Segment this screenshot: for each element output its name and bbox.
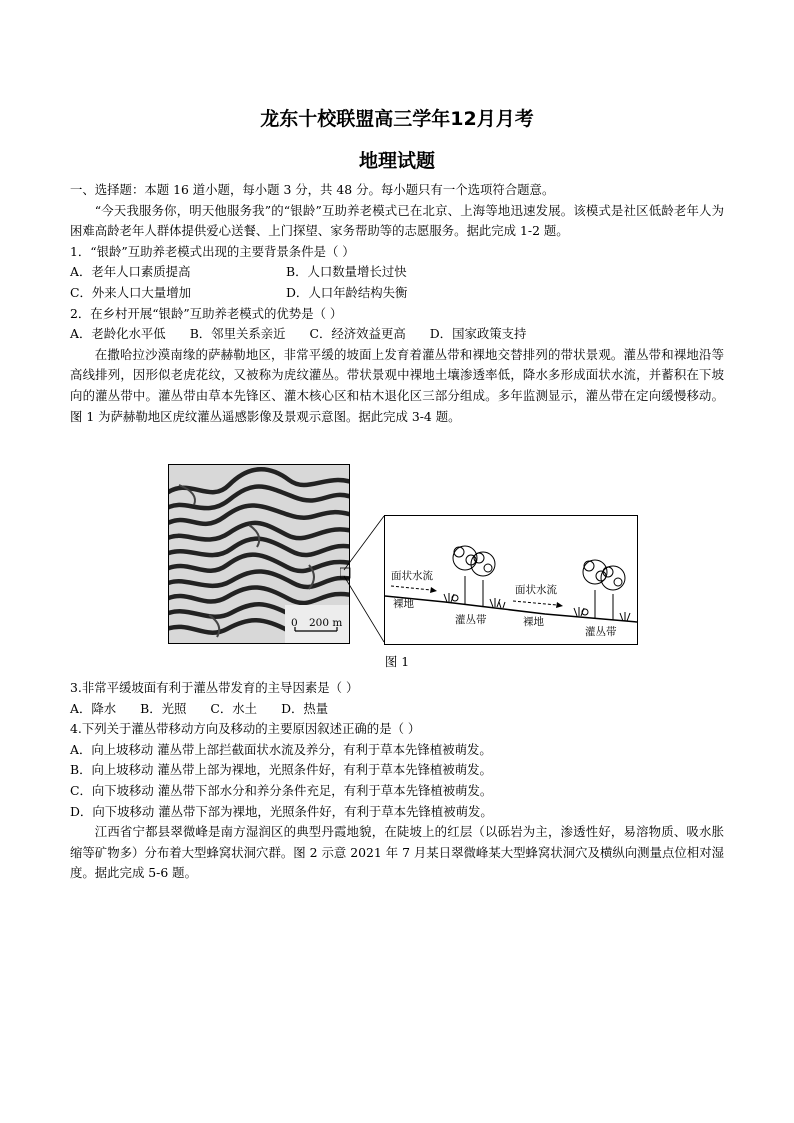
- figure-caption: 图 1: [384, 654, 410, 669]
- passage-1: “今天我服务你，明天他服务我”的“银龄”互助养老模式已在北京、上海等地迅速发展。该模式是社区低龄老年人为困难高龄老年人群体提供爱心送餐、上门探望、家务帮助等的志愿服务。据此完成 1-2 题。: [70, 202, 724, 239]
- option-4a[interactable]: A．向上坡移动 灌丛带上部拦截面状水流及养分，有利于草本先锋植被萌发。: [70, 741, 492, 757]
- question-1-stem: 1．“银龄”互助养老模式出现的主要背景条件是（ ）: [70, 243, 355, 259]
- scale-value-label: 200 m: [309, 617, 343, 629]
- page-title: 龙东十校联盟高三学年12月月考: [260, 108, 534, 130]
- option-1d[interactable]: D．人口年龄结构失衡: [286, 284, 408, 300]
- question-2-options: [70, 324, 724, 345]
- option-3b[interactable]: B．光照: [140, 700, 187, 716]
- connector-lines: [340, 510, 390, 650]
- question-3-options: [70, 699, 724, 720]
- option-2b[interactable]: B．邻里关系亲近: [189, 326, 286, 342]
- option-3c[interactable]: C．水土: [210, 700, 258, 716]
- scale-zero-label: 0: [291, 617, 298, 629]
- option-4b[interactable]: B．向上坡移动 灌丛带上部为裸地，光照条件好，有利于草本先锋植被萌发。: [70, 762, 492, 778]
- option-3d[interactable]: D．热量: [281, 700, 329, 716]
- flow-label-2: 面状水流: [515, 584, 557, 596]
- option-2c[interactable]: C．经济效益更高: [309, 326, 406, 342]
- passage-3: 江西省宁都县翠微峰是南方湿润区的典型丹霞地貌，在陡坡上的红层（以砾岩为主，渗透性好，易溶物质、吸水胀缩等矿物多）分布着大型蜂窝状洞穴群。图 2 示意 2021 年 7 月某日翠微峰某大型蜂窝状洞穴及横纵向测量点位相对湿度。据此完成 5-6 题。: [70, 824, 724, 881]
- bare-land-label-1: 裸地: [393, 598, 414, 610]
- option-1a[interactable]: A．老年人口素质提高: [70, 264, 191, 280]
- option-3a[interactable]: A．降水: [70, 700, 117, 716]
- option-1b[interactable]: B．人口数量增长过快: [286, 264, 407, 280]
- section-one: [70, 180, 724, 427]
- section-two: [70, 678, 724, 884]
- bare-land-label-2: 裸地: [523, 616, 544, 628]
- shrub-band-label-2: 灌丛带: [585, 626, 617, 638]
- option-2a[interactable]: A．老龄化水平低: [70, 326, 166, 342]
- option-1c[interactable]: C．外来人口大量增加: [70, 284, 191, 300]
- landscape-profile: [384, 515, 638, 645]
- passage-2: 在撒哈拉沙漠南缘的萨赫勒地区，非常平缓的坡面上发育着灌丛带和裸地交替排列的带状景观。灌丛带和裸地沿等高线排列，因形似老虎花纹，又被称为虎纹灌丛。带状景观中裸地土壤渗透率低，降水多形成面状水流，并蓄积在下坡向的灌丛带中。灌丛带由草本先锋区、灌木核心区和枯木退化区三部分组成。多年监测显示，灌丛带在定向缓慢移动。图 1 为萨赫勒地区虎纹灌丛遥感影像及景观示意图。据此完成 3-4 题。: [70, 346, 724, 424]
- option-4c[interactable]: C．向下坡移动 灌丛带下部水分和养分条件充足，有利于草本先锋植被萌发。: [70, 782, 493, 798]
- question-2-stem: 2．在乡村开展“银龄”互助养老模式的优势是（ ）: [70, 305, 343, 321]
- question-1-options-row-1: [70, 262, 724, 283]
- satellite-image: [168, 464, 350, 644]
- question-4-stem: 4.下列关于灌丛带移动方向及移动的主要原因叙述正确的是（ ）: [70, 721, 421, 737]
- option-4d[interactable]: D．向下坡移动 灌丛带下部为裸地，光照条件好，有利于草本先锋植被萌发。: [70, 803, 493, 819]
- question-1-options-row-2: [70, 283, 724, 304]
- shrub-band-label-1: 灌丛带: [455, 614, 487, 626]
- page-subtitle: 地理试题: [358, 150, 435, 172]
- option-2d[interactable]: D．国家政策支持: [429, 326, 527, 342]
- section-heading: 一、选择题：本题 16 道小题，每小题 3 分，共 48 分。每小题只有一个选项符合题意。: [70, 182, 555, 197]
- flow-label-1: 面状水流: [391, 570, 433, 582]
- question-3-stem: 3.非常平缓坡面有利于灌丛带发育的主导因素是（ ）: [70, 680, 359, 695]
